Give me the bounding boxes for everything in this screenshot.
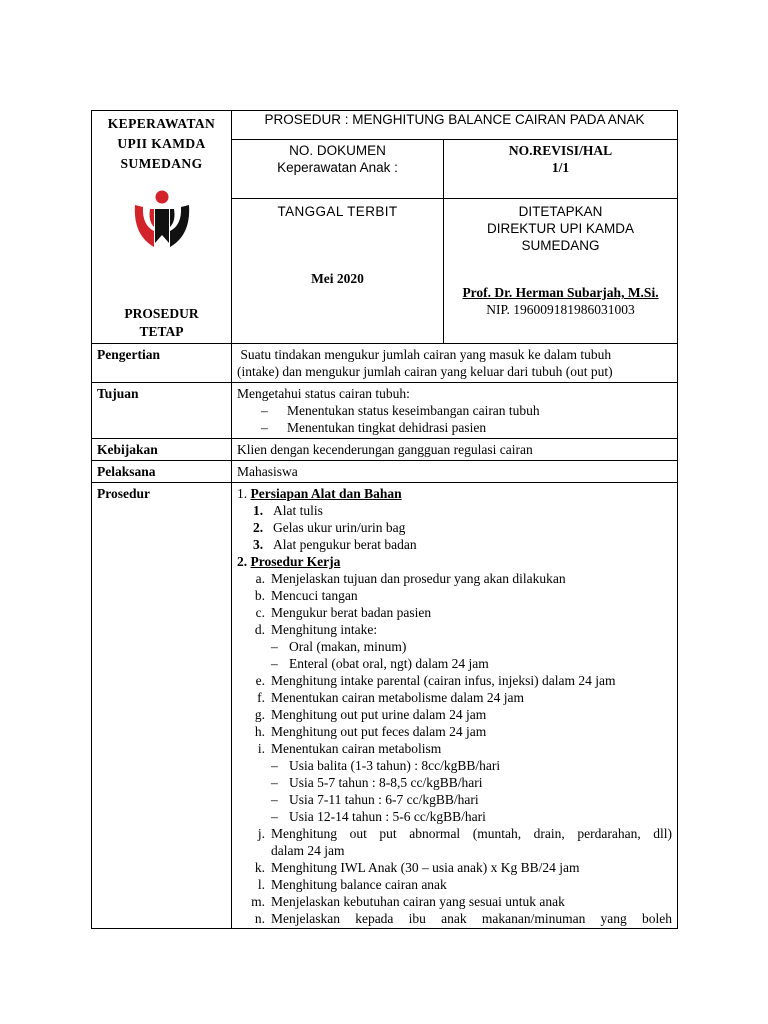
doc-number-value: Keperawatan Anak :: [277, 159, 398, 175]
revision-value: 1/1: [551, 159, 570, 175]
list-item: a. Menjelaskan tujuan dan prosedur yang akan dilakukan: [255, 571, 566, 586]
list-item-text: Menghitung out put abnormal (muntah, drain, perdarahan, dll) dalam 24 jam: [271, 826, 673, 858]
pelaksana-content: Mahasiswa: [232, 461, 678, 483]
revision-cell: [444, 139, 678, 198]
list-item: – Menentukan tingkat dehidrasi pasien: [261, 420, 487, 435]
approved-line2: DIREKTUR UPI KAMDA: [486, 221, 635, 236]
list-item: d. Menghitung intake:: [254, 622, 378, 637]
pengertian-line2: (intake) dan mengukur jumlah cairan yang keluar dari tubuh (out put): [237, 364, 613, 379]
pengertian-line1: Suatu tindakan mengukur jumlah cairan yang masuk ke dalam tubuh: [237, 347, 612, 362]
list-item: l. Menghitung balance cairan anak: [257, 877, 447, 892]
list-item: e. Menghitung intake parental (cairan infus, injeksi) dalam 24 jam: [255, 673, 616, 688]
list-item: b. Mencuci tangan: [254, 588, 358, 603]
list-item: j. Menghitung out put abnormal (muntah, drain, perdarahan, dll) dalam 24 jam: [257, 826, 673, 858]
list-item: – Usia 12-14 tahun : 5-6 cc/kgBB/hari: [271, 809, 486, 824]
list-item: n. Menjelaskan kepada ibu anak makanan/minuman yang boleh: [254, 911, 673, 926]
list-item: g. Menghitung out put urine dalam 24 jam: [254, 707, 487, 722]
org-cell: [92, 111, 232, 344]
signatory-name: Prof. Dr. Herman Subarjah, M.Si.: [462, 285, 659, 300]
list-item: k. Menghitung IWL Anak (30 – usia anak) x Kg BB/24 jam: [254, 860, 580, 875]
signatory-nip: NIP. 196009181986031003: [486, 302, 635, 317]
list-item: – Menentukan status keseimbangan cairan tubuh: [261, 403, 540, 418]
approved-line3: SUMEDANG: [521, 238, 600, 253]
list-item: – Usia 7-11 tahun : 6-7 cc/kgBB/hari: [271, 792, 479, 807]
row-label-pelaksana: Pelaksana: [92, 461, 232, 483]
university-logo: [128, 185, 196, 249]
row-label-kebijakan: Kebijakan: [92, 439, 232, 461]
list-item: – Usia balita (1-3 tahun) : 8cc/kgBB/hari: [271, 758, 501, 773]
issue-date-cell: [232, 199, 444, 344]
list-item: f. Menentukan cairan metabolisme dalam 24 jam: [257, 690, 525, 705]
list-item: h. Menghitung out put feces dalam 24 jam: [254, 724, 487, 739]
list-item: – Oral (makan, minum): [271, 639, 407, 654]
list-item: – Enteral (obat oral, ngt) dalam 24 jam: [271, 656, 489, 671]
org-name-line3: SUMEDANG: [120, 156, 203, 171]
list-item: c. Mengukur berat badan pasien: [255, 605, 432, 620]
tujuan-intro: Mengetahui status cairan tubuh:: [237, 386, 410, 401]
row-label-pengertian: Pengertian: [92, 344, 232, 383]
approval-cell: [444, 199, 678, 344]
org-name-line1: KEPERAWATAN: [107, 116, 216, 131]
tujuan-content: [232, 383, 678, 439]
procedure-type-line2: TETAP: [139, 324, 184, 339]
revision-label: NO.REVISI/HAL: [508, 142, 613, 158]
list-item: – Usia 5-7 tahun : 8-8,5 cc/kgBB/hari: [271, 775, 483, 790]
issue-date-value: Mei 2020: [311, 271, 364, 286]
row-label-tujuan: Tujuan: [92, 383, 232, 439]
list-item: m. Menjelaskan kebutuhan cairan yang sesuai untuk anak: [251, 894, 565, 909]
sop-table: [91, 110, 678, 929]
kebijakan-content: Klien dengan kecenderungan gangguan regulasi cairan: [232, 439, 678, 461]
section-heading: 1. Persiapan Alat dan Bahan: [237, 486, 402, 501]
list-item: i. Menentukan cairan metabolism: [257, 741, 442, 756]
procedure-type-line1: PROSEDUR: [124, 306, 199, 321]
approved-line1: DITETAPKAN: [518, 204, 603, 219]
list-item: 3. Alat pengukur berat badan: [253, 537, 417, 552]
doc-number-label: NO. DOKUMEN: [289, 142, 386, 158]
row-label-prosedur: Prosedur: [92, 483, 232, 929]
pengertian-content: [232, 344, 678, 383]
list-item: 1. Alat tulis: [253, 503, 323, 518]
issue-date-label: TANGGAL TERBIT: [277, 204, 398, 219]
doc-number-cell: [232, 139, 444, 198]
org-name-line2: UPII KAMDA: [117, 136, 206, 151]
section-heading: 2. Prosedur Kerja: [237, 554, 341, 569]
document-title: PROSEDUR : MENGHITUNG BALANCE CAIRAN PADA ANAK: [232, 111, 678, 140]
list-item: 2. Gelas ukur urin/urin bag: [253, 520, 406, 535]
prosedur-content: [232, 483, 678, 929]
